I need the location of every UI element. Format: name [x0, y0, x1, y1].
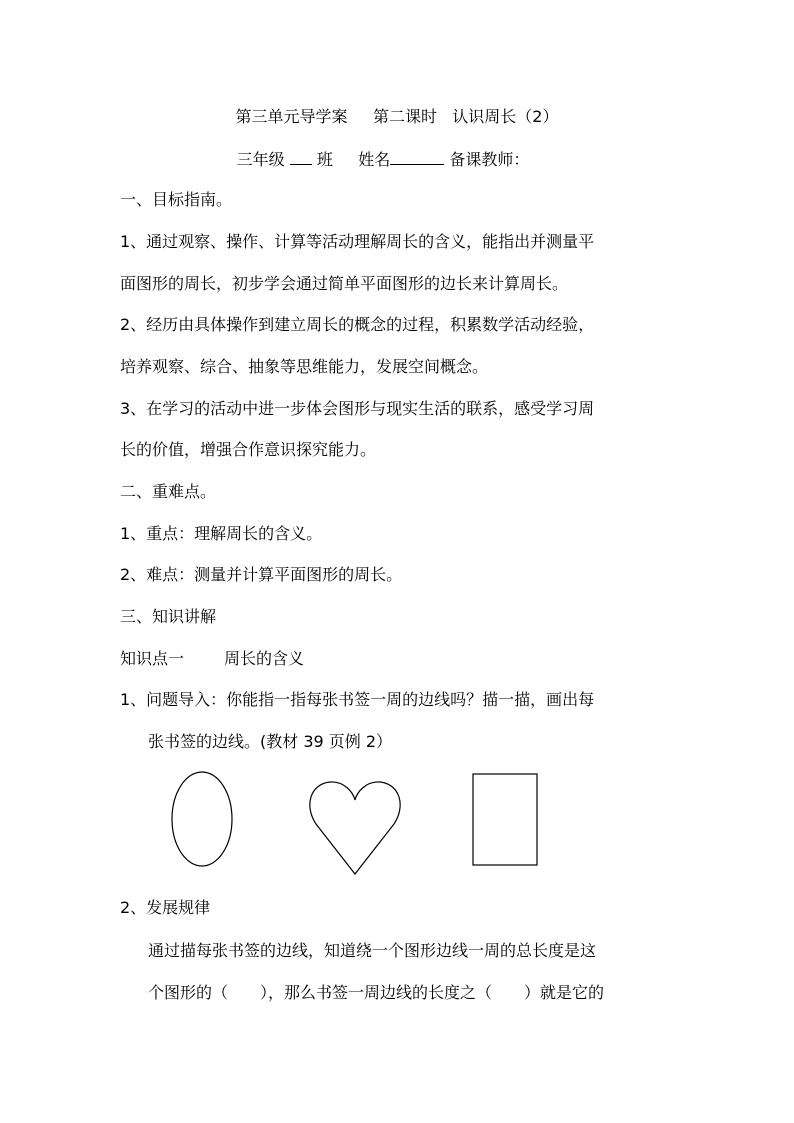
- ellipse-shape: [172, 772, 232, 866]
- teacher-label: 备课教师：: [449, 150, 530, 169]
- title-topic: 认识周长（2）: [452, 107, 559, 126]
- knowledge-point-heading: [120, 649, 304, 669]
- section1-heading: 一、目标指南。: [120, 190, 233, 209]
- section2-heading: 二、重难点。: [120, 482, 217, 501]
- goal2-line1: 2、经历由具体操作到建立周长的概念的过程，积累数学活动经验，: [120, 315, 595, 334]
- page-title: [0, 107, 794, 127]
- name-label: 姓名: [358, 150, 391, 169]
- section3-heading: 三、知识讲解: [120, 607, 217, 626]
- question2-line1: 通过描每张书签的边线，知道绕一个图形边线一周的总长度是这: [148, 941, 597, 960]
- grade-label: 三年级: [236, 150, 285, 169]
- class-label: 班: [316, 150, 333, 169]
- class-blank: [290, 149, 312, 165]
- rectangle-shape: [473, 774, 537, 865]
- question2-line2: 个图形的（ ），那么书签一周边线的长度之（ ）就是它的: [148, 983, 605, 1002]
- goal2-line2: 培养观察、综合、抽象等思维能力，发展空间概念。: [120, 357, 489, 376]
- kp-title: 周长的含义: [224, 649, 305, 668]
- heart-shape: [310, 782, 400, 874]
- question1-line2: 张书签的边线。(教材 39 页例 2）: [148, 732, 393, 751]
- bookmark-shapes: [160, 766, 560, 881]
- title-lesson: 第二课时: [372, 107, 437, 126]
- goal1-line2: 面图形的周长，初步学会通过简单平面图形的边长来计算周长。: [120, 274, 569, 293]
- goal1-line1: 1、通过观察、操作、计算等活动理解周长的含义，能指出并测量平: [120, 232, 595, 251]
- student-info-line: [0, 149, 780, 170]
- question2-heading: 2、发展规律: [120, 898, 211, 917]
- question1-line1: 1、问题导入：你能指一指每张书签一周的边线吗？描一描，画出每: [120, 690, 595, 709]
- title-unit: 第三单元导学案: [235, 107, 348, 126]
- kp-label: 知识点一: [120, 649, 185, 668]
- goal3-line2: 长的价值，增强合作意识探究能力。: [120, 440, 377, 459]
- name-blank: [390, 149, 444, 165]
- goal3-line1: 3、在学习的活动中进一步体会图形与现实生活的联系，感受学习周: [120, 399, 595, 418]
- difficult-point: 2、难点：测量并计算平面图形的周长。: [120, 565, 403, 584]
- key-point: 1、重点：理解周长的含义。: [120, 524, 323, 543]
